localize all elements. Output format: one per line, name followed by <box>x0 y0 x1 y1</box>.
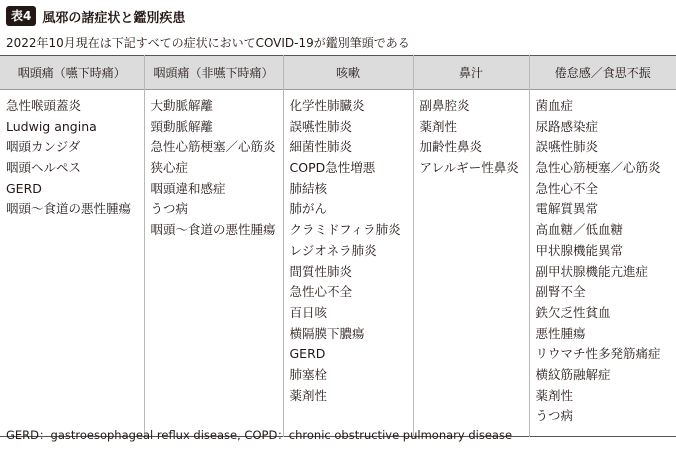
diagnosis-item: 狭心症 <box>150 160 189 176</box>
diagnosis-item: 副甲状腺機能亢進症 <box>535 263 649 279</box>
diagnosis-item: 細菌性肺炎 <box>289 139 353 155</box>
table-number-badge: 表4 <box>6 6 36 26</box>
diagnosis-item: 菌血症 <box>535 98 574 113</box>
differential-diagnosis-table <box>0 55 676 437</box>
diagnosis-item: 薬剤性 <box>535 387 574 403</box>
diagnosis-item: GERD <box>6 180 42 196</box>
diagnosis-item: 横隔膜下膿瘍 <box>289 325 365 341</box>
diagnosis-item: 横紋筋融解症 <box>535 366 611 382</box>
diagnosis-item: 薬剤性 <box>419 118 458 134</box>
diagnosis-item: 百日咳 <box>289 304 328 320</box>
diagnosis-item: 誤嚥性肺炎 <box>535 139 599 155</box>
title-row <box>6 6 185 26</box>
column-cell-cough <box>283 90 413 437</box>
diagnosis-item: 肺がん <box>289 201 328 217</box>
diagnosis-item: 急性心筋梗塞／心筋炎 <box>150 139 276 155</box>
diagnosis-item: 悪性腫瘍 <box>535 325 586 341</box>
diagnosis-item: 大動脈解離 <box>150 98 214 113</box>
column-header-sore-throat-swallowing: 咽頭痛（嚥下時痛） <box>0 56 144 90</box>
diagnosis-item: 誤嚥性肺炎 <box>289 118 353 134</box>
diagnosis-item: うつ病 <box>535 408 574 424</box>
body-row <box>0 90 676 437</box>
column-cell-sore-throat-swallowing <box>0 90 144 437</box>
column-header-sore-throat-non-swallowing: 咽頭痛（非嚥下時痛） <box>144 56 283 90</box>
diagnosis-item: レジオネラ肺炎 <box>289 242 377 258</box>
diagnosis-list-nasal-discharge <box>420 96 529 179</box>
diagnosis-item: 甲状腺機能異常 <box>535 242 624 258</box>
diagnosis-item: 薬剤性 <box>289 387 328 403</box>
diagnosis-item: COPD急性増悪 <box>289 160 376 176</box>
diagnosis-item: 急性心不全 <box>535 180 599 196</box>
diagnosis-item: Ludwig angina <box>6 118 97 134</box>
diagnosis-item: 化学性肺臓炎 <box>289 98 365 113</box>
diagnosis-item: 頸動脈解離 <box>150 118 214 134</box>
diagnosis-list-sore-throat-swallowing <box>6 96 144 220</box>
diagnosis-item: 副腎不全 <box>535 284 586 300</box>
column-header-fatigue-anorexia: 倦怠感／食思不振 <box>529 56 676 90</box>
diagnosis-item: 副鼻腔炎 <box>419 98 470 113</box>
diagnosis-list-sore-throat-non-swallowing <box>151 96 283 241</box>
diagnosis-item: リウマチ性多発筋痛症 <box>535 346 661 362</box>
diagnosis-item: 急性心不全 <box>289 284 353 300</box>
column-header-nasal-discharge: 鼻汁 <box>413 56 529 90</box>
footnote: GERD：gastroesophageal reflux disease, COPD：chronic obstructive pulmonary disease <box>6 428 513 442</box>
diagnosis-item: アレルギー性鼻炎 <box>419 160 519 176</box>
diagnosis-item: 急性心筋梗塞／心筋炎 <box>535 160 661 176</box>
diagnosis-list-cough <box>290 96 413 406</box>
column-cell-sore-throat-non-swallowing <box>144 90 283 437</box>
diagnosis-item: GERD <box>289 346 326 362</box>
diagnosis-item: 加齢性鼻炎 <box>419 139 483 155</box>
diagnosis-item: 急性喉頭蓋炎 <box>6 98 82 113</box>
column-header-cough: 咳嗽 <box>283 56 413 90</box>
diagnosis-item: 咽頭ヘルペス <box>6 160 82 176</box>
diagnosis-item: 肺結核 <box>289 180 328 196</box>
diagnosis-item: 咽頭カンジダ <box>6 139 81 155</box>
diagnosis-list-fatigue-anorexia <box>536 96 676 427</box>
diagnosis-item: うつ病 <box>150 201 189 217</box>
diagnosis-item: 肺塞栓 <box>289 366 328 382</box>
diagnosis-item: 高血糖／低血糖 <box>535 222 624 238</box>
table-title: 風邪の諸症状と鑑別疾患 <box>42 10 186 26</box>
diagnosis-item: 咽頭違和感症 <box>150 180 226 196</box>
diagnosis-item: 鉄欠乏性貧血 <box>535 304 611 320</box>
table-subtitle: 2022年10月現在は下記すべての症状においてCOVID-19が鑑別筆頭である <box>6 36 410 50</box>
diagnosis-item: 電解質異常 <box>535 201 599 217</box>
diagnosis-item: クラミドフィラ肺炎 <box>289 222 401 238</box>
header-row <box>0 56 676 90</box>
diagnosis-item: 咽頭～食道の悪性腫瘍 <box>150 222 276 238</box>
column-cell-nasal-discharge <box>413 90 529 437</box>
diagnosis-item: 尿路感染症 <box>535 118 599 134</box>
column-cell-fatigue-anorexia <box>529 90 676 437</box>
diagnosis-item: 間質性肺炎 <box>289 263 353 279</box>
diagnosis-item: 咽頭～食道の悪性腫瘍 <box>6 201 132 217</box>
